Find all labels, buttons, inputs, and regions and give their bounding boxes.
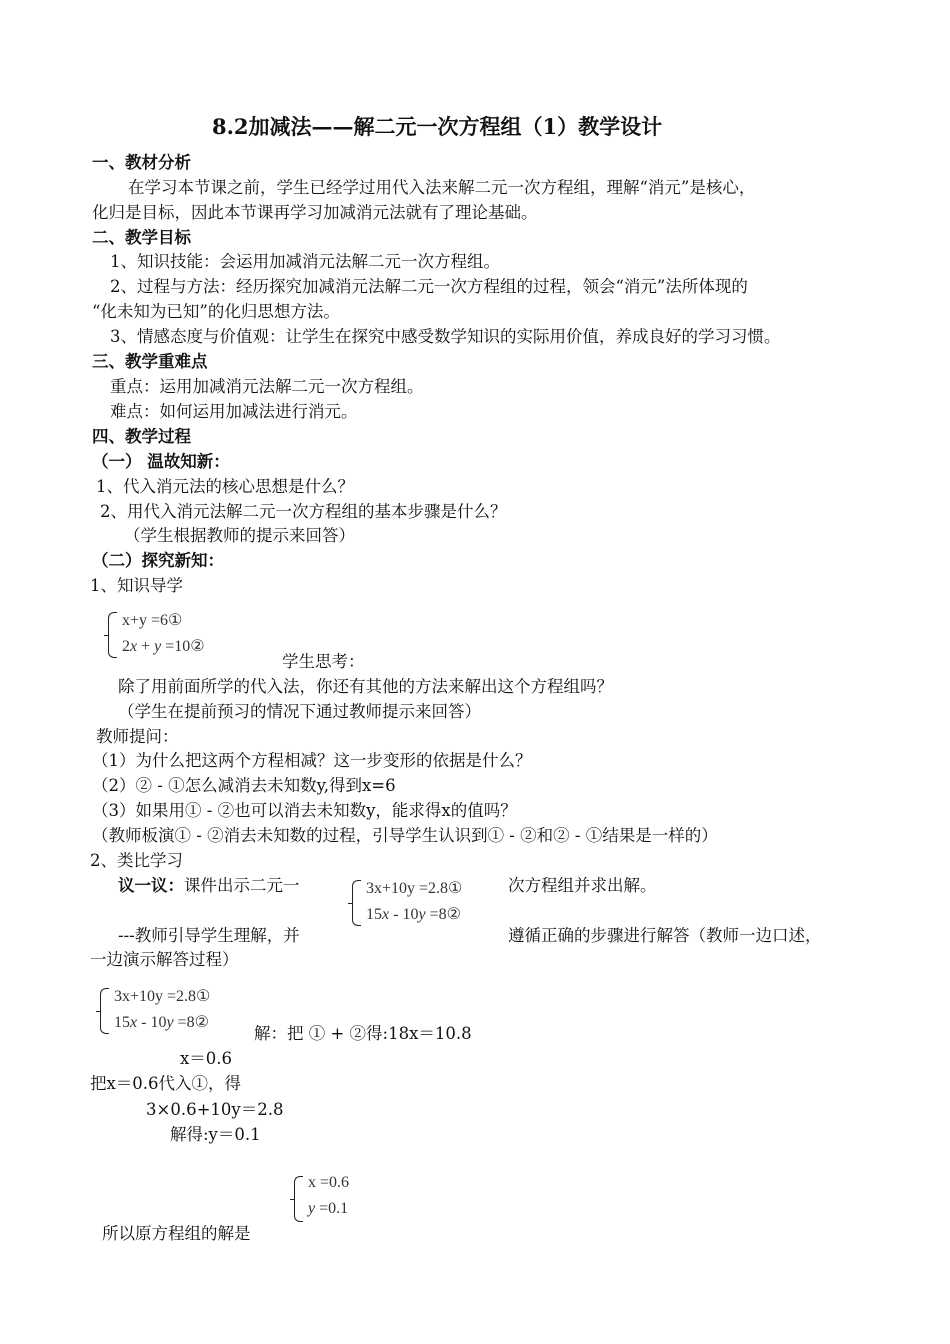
answer-text: 所以原方程组的解是: [102, 1224, 251, 1243]
discuss-label: 议一议：: [118, 876, 184, 895]
difficult-point: 难点：如何运用加减法进行消元。: [110, 402, 358, 421]
teacher-question: （1）为什么把这两个方程相减？这一步变形的依据是什么？: [92, 751, 532, 770]
goal-item: 1、知识技能：会运用加减消元法解二元一次方程组。: [110, 252, 500, 271]
equation: 3x+10y =2.8①: [366, 880, 463, 897]
discuss-line: [118, 874, 300, 898]
discuss-text: 课件出示二元一: [184, 876, 300, 895]
guide-text: 遵循正确的步骤进行解答（教师一边口述，: [508, 926, 822, 945]
equation-system-1: [108, 610, 238, 660]
brace: [108, 612, 117, 658]
solution-step: x＝0.6: [180, 1049, 233, 1068]
goal-item-continued: “化未知为已知”的化归思想方法。: [92, 302, 340, 321]
brace: [352, 880, 361, 926]
item-heading: 1、知识导学: [90, 576, 183, 595]
teacher-ask-label: 教师提问：: [96, 727, 179, 746]
heading-key-points: 三、教学重难点: [92, 352, 208, 371]
heading-teaching-goals: 二、教学目标: [92, 228, 191, 247]
goal-item: 3、情感态度与价值观：让学生在探究中感受数学知识的实际用价值，养成良好的学习习惯。: [110, 327, 781, 346]
equation-system-3: [100, 986, 250, 1036]
item-heading: 2、类比学习: [90, 851, 183, 870]
paragraph-line: 在学习本节课之前，学生已经学过用代入法来解二元一次方程组，理解“消元”是核心，: [128, 178, 756, 197]
equation-system-2: [352, 878, 502, 928]
heading-textbook-analysis: 一、教材分析: [92, 153, 191, 172]
review-question: 2、用代入消元法解二元一次方程组的基本步骤是什么？: [100, 502, 507, 521]
solution-step: 解得:y＝0.1: [170, 1125, 261, 1144]
solution-system: [294, 1174, 374, 1224]
teacher-question: （3）如果用① - ②也可以消去未知数y，能求得x的值吗？: [92, 801, 517, 820]
brace: [294, 1176, 303, 1222]
equation: y =0.1: [308, 1200, 349, 1217]
note: （学生在提前预习的情况下通过教师提示来回答）: [118, 702, 481, 721]
key-point: 重点：运用加减消元法解二元一次方程组。: [110, 377, 424, 396]
guide-text: 一边演示解答过程）: [90, 950, 239, 969]
discuss-tail: 次方程组并求出解。: [508, 876, 657, 895]
student-think: 学生思考：: [282, 652, 365, 671]
teacher-question: （2）② - ①怎么减消去未知数y,得到x=6: [92, 776, 396, 795]
paragraph-line: 除了用前面所学的代入法，你还有其他的方法来解出这个方程组吗？: [118, 677, 613, 696]
review-question: 1、代入消元法的核心思想是什么？: [96, 477, 354, 496]
heading-teaching-process: 四、教学过程: [92, 427, 191, 446]
equation: x+y =6①: [122, 612, 183, 629]
brace: [100, 988, 109, 1034]
subheading-review: （一） 温故知新：: [92, 452, 230, 471]
goal-item: 2、过程与方法：经历探究加减消元法解二元一次方程组的过程，领会“消元”法所体现的: [110, 277, 748, 296]
page-title: 8.2加减法——解二元一次方程组（1）教学设计: [212, 114, 663, 139]
equation: 3x+10y =2.8①: [114, 988, 211, 1005]
subheading-explore: （二）探究新知：: [92, 551, 224, 570]
solution-step: 把x＝0.6代入①，得: [90, 1074, 242, 1093]
note: （学生根据教师的提示来回答）: [124, 526, 355, 545]
solution-step: 解：把 ① + ②得:18x＝10.8: [254, 1024, 472, 1043]
equation: 2x + y =10②: [122, 638, 205, 655]
solution-step: 3×0.6+10y＝2.8: [146, 1100, 284, 1119]
paragraph-line: 化归是目标，因此本节课再学习加减消元法就有了理论基础。: [92, 203, 538, 222]
guide-text: ---教师引导学生理解，并: [118, 926, 300, 945]
teacher-demo-note: （教师板演① - ②消去未知数的过程，引导学生认识到① - ②和② - ①结果是一样的）: [92, 826, 718, 845]
equation: 15x - 10y =8②: [366, 906, 461, 923]
equation: x =0.6: [308, 1174, 350, 1191]
equation: 15x - 10y =8②: [114, 1014, 209, 1031]
